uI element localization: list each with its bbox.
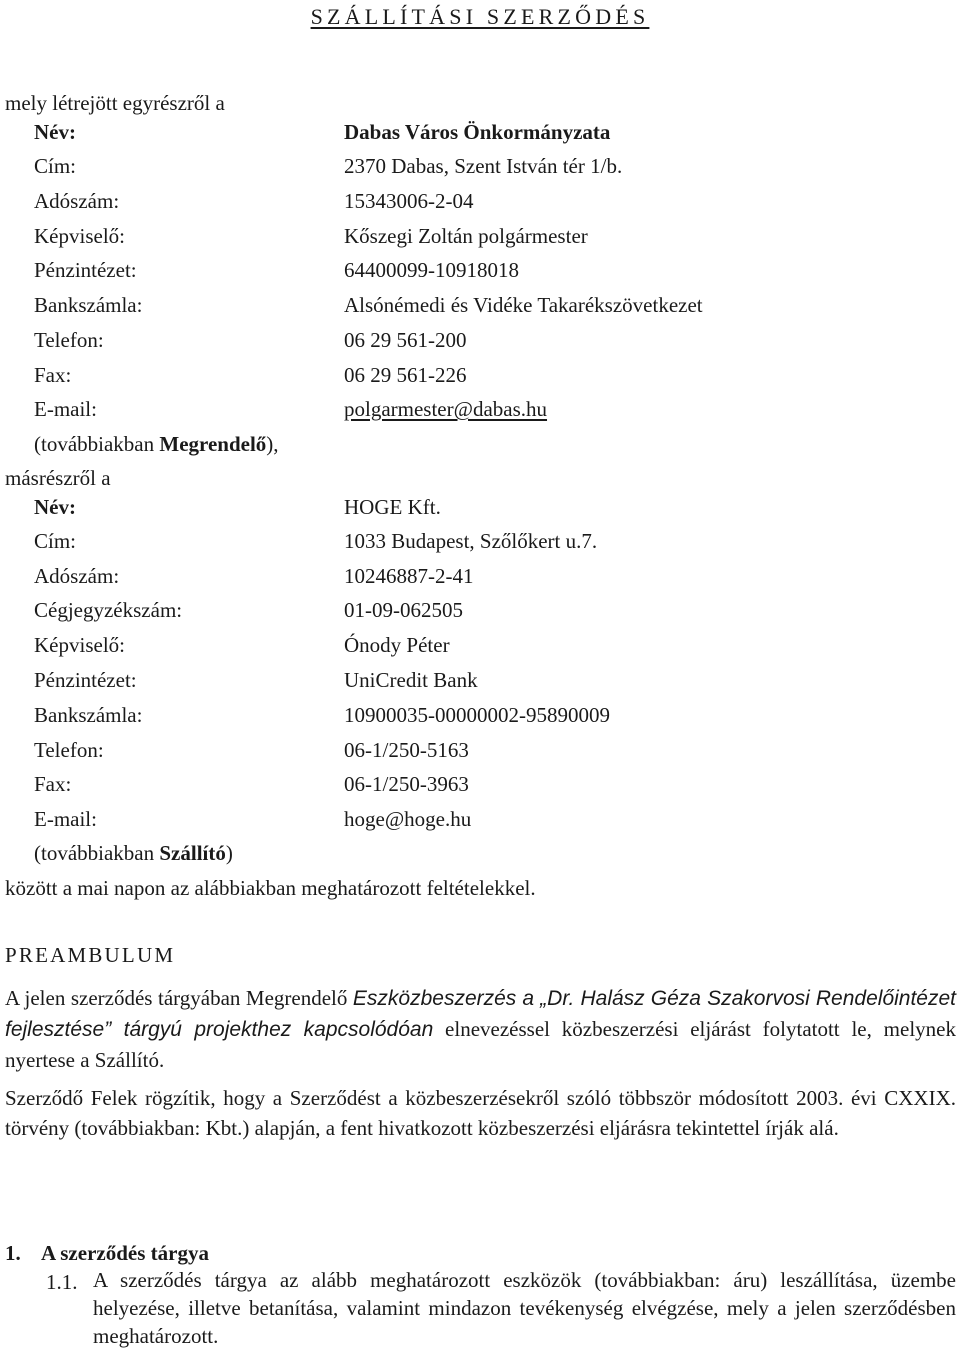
party2-bank: UniCredit Bank: [344, 668, 478, 692]
preamble-project-name: Eszközbeszerzés a „Dr. Halász Géza Szakorvosi Rendelőintézet fejlesztése” tárgyú projekthez kapcsolódóan: [5, 987, 956, 1041]
party2-rep: Ónody Péter: [344, 633, 450, 657]
section-1-title: A szerződés tárgya: [41, 1241, 209, 1265]
party2-reg: 01-09-062505: [344, 598, 463, 622]
party2-fax: 06-1/250-3963: [344, 772, 469, 796]
party2-address-label: Cím:: [34, 529, 77, 553]
party1-bank: 64400099-10918018: [344, 258, 519, 282]
party2-tax-label: Adószám:: [34, 564, 120, 588]
party1-address: 2370 Dabas, Szent István tér 1/b.: [344, 154, 623, 178]
party1-role-name: Megrendelő: [159, 432, 267, 456]
preamble-p1-post: elnevezéssel közbeszerzési eljárást folytatott le, melynek nyertese a Szállító.: [5, 1017, 956, 1072]
party1-name: Dabas Város Önkormányzata: [344, 120, 611, 144]
party2-address: 1033 Budapest, Szőlőkert u.7.: [344, 529, 598, 553]
preamble-paragraph-1: [5, 983, 956, 1075]
party2-reg-label: Cégjegyzékszám:: [34, 598, 183, 622]
party2-role-name: Szállító: [159, 841, 226, 865]
party2-fax-label: Fax:: [34, 772, 72, 796]
party1-email-label: E-mail:: [34, 397, 97, 421]
party1-role: [34, 434, 279, 455]
party2-role-post: ): [225, 841, 233, 865]
party2-name: HOGE Kft.: [344, 495, 441, 519]
subsection-1-1-text: A szerződés tárgya az alább meghatározott eszközök (továbbiakban: áru) leszállítása, üzembe helyezése, illetve betanítása, valamint mindazon tevékenység elvégzése, mely a jelen szerződésben meghatározott.: [93, 1268, 956, 1348]
party1-fax: 06 29 561-226: [344, 363, 467, 387]
party1-phone: 06 29 561-200: [344, 328, 467, 352]
party2-phone: 06-1/250-5163: [344, 738, 469, 762]
subsection-1-1-number: 1.1.: [46, 1270, 78, 1294]
party2-role: [34, 843, 233, 864]
party1-bank-label: Pénzintézet:: [34, 258, 137, 282]
party1-fax-label: Fax:: [34, 363, 72, 387]
party1-account: Alsónémedi és Vidéke Takarékszövetkezet: [344, 293, 703, 317]
party2-account-label: Bankszámla:: [34, 703, 143, 727]
section-1-number: 1.: [5, 1241, 21, 1265]
party1-rep-label: Képviselő:: [34, 224, 125, 248]
party2-email: hoge@hoge.hu: [344, 807, 472, 831]
party2-name-label: Név:: [34, 495, 76, 519]
party1-email-link[interactable]: polgarmester@dabas.hu: [344, 397, 548, 421]
preamble-paragraph-2: Szerződő Felek rögzítik, hogy a Szerződést a közbeszerzésekről szóló többször módosított 2003. évi CXXIX. törvény (továbbiakban: Kbt.) alapján, a fent hivatkozott közbeszerzési eljárásra tekintettel írják alá.: [5, 1086, 956, 1140]
document-title: SZÁLLÍTÁSI SZERZŐDÉS: [310, 4, 650, 29]
party1-role-pre: (továbbiakban: [34, 432, 160, 456]
intro-second-party: másrészről a: [5, 466, 111, 490]
agreement-conditions: között a mai napon az alábbiakban meghatározott feltételekkel.: [5, 876, 536, 900]
intro-first-party: mely létrejött egyrészről a: [5, 91, 225, 115]
party2-account: 10900035-00000002-95890009: [344, 703, 610, 727]
party2-role-pre: (továbbiakban: [34, 841, 160, 865]
party2-tax: 10246887-2-41: [344, 564, 474, 588]
party1-role-post: ),: [266, 432, 279, 456]
party1-address-label: Cím:: [34, 154, 77, 178]
party1-phone-label: Telefon:: [34, 328, 104, 352]
party1-name-label: Név:: [34, 120, 76, 144]
party1-rep: Kőszegi Zoltán polgármester: [344, 224, 588, 248]
party1-tax-label: Adószám:: [34, 189, 120, 213]
party1-account-label: Bankszámla:: [34, 293, 143, 317]
party2-email-label: E-mail:: [34, 807, 97, 831]
party2-rep-label: Képviselő:: [34, 633, 125, 657]
party2-bank-label: Pénzintézet:: [34, 668, 137, 692]
party2-phone-label: Telefon:: [34, 738, 104, 762]
preamble-p1-pre: A jelen szerződés tárgyában Megrendelő: [5, 986, 353, 1010]
preamble-heading: PREAMBULUM: [5, 943, 176, 967]
party1-tax: 15343006-2-04: [344, 189, 474, 213]
